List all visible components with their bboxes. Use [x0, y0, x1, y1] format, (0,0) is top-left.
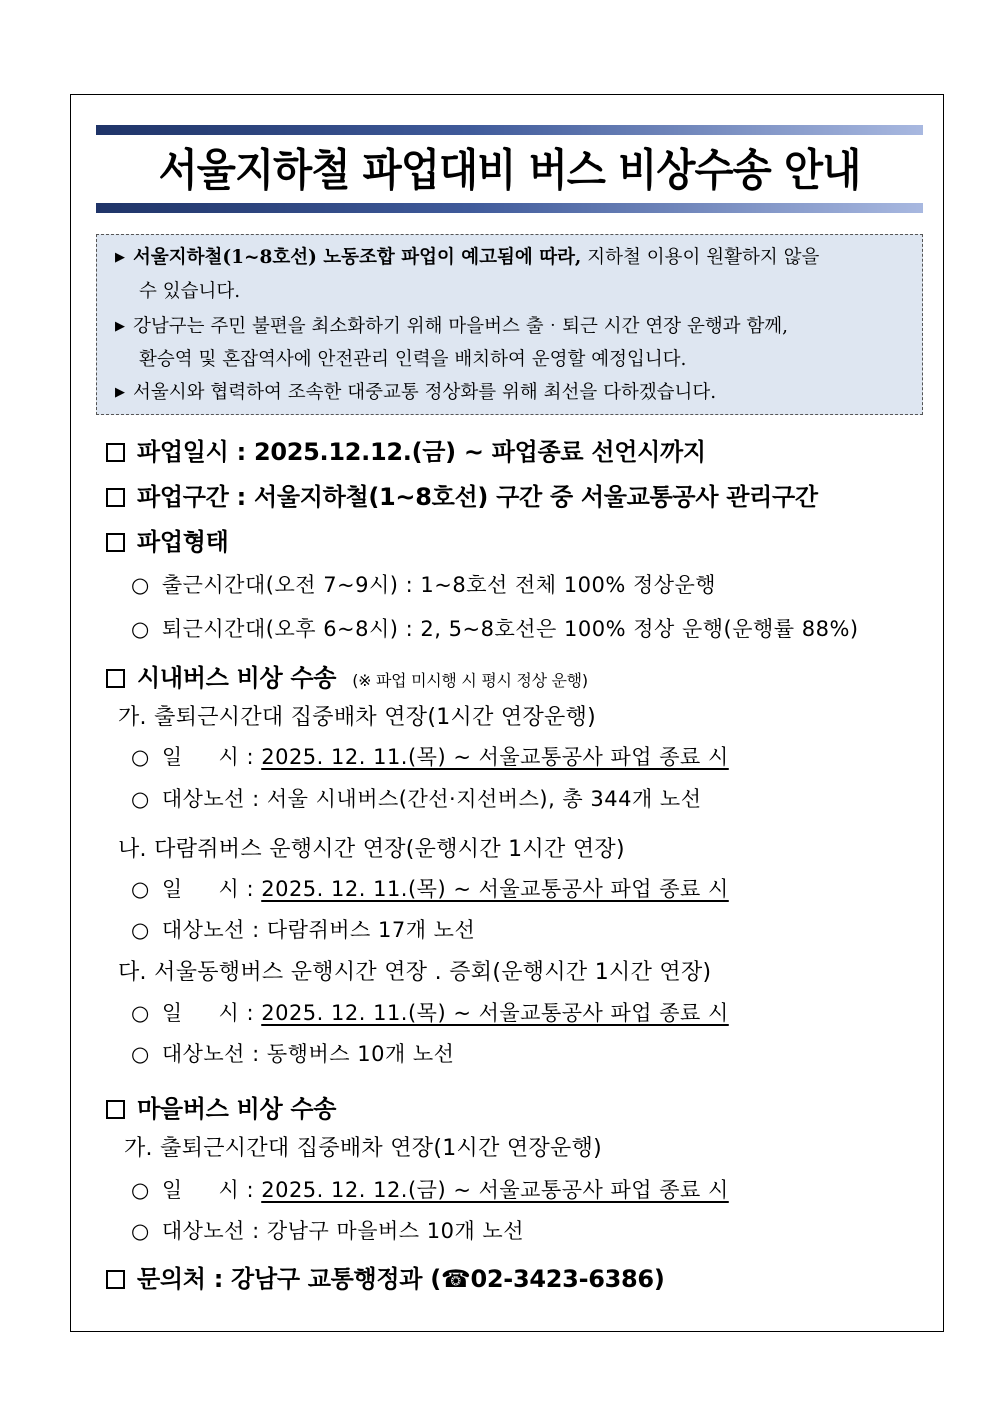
checkbox-square-icon — [106, 669, 125, 688]
circle-bullet-icon: ○ — [131, 1001, 150, 1025]
city-bus-heading: 시내버스 비상 수송 — [137, 664, 337, 692]
page-title: 서울지하철 파업대비 버스 비상수송 안내 — [158, 145, 861, 196]
city-bus-note: (※ 파업 미시행 시 평시 정상 운행) — [352, 671, 588, 690]
date-value: 2025. 12. 11.(목) ~ 서울교통공사 파업 종료 시 — [261, 745, 729, 769]
city-bus-c-date — [131, 997, 729, 1027]
circle-bullet-icon: ○ — [131, 617, 150, 641]
date-value: 2025. 12. 12.(금) ~ 서울교통공사 파업 종료 시 — [261, 1178, 729, 1202]
heading-strike-type — [106, 522, 229, 557]
strike-type-item-2 — [131, 613, 859, 643]
heading-strike-section — [106, 477, 818, 512]
circle-bullet-icon: ○ — [131, 787, 150, 811]
date-value: 2025. 12. 11.(목) ~ 서울교통공사 파업 종료 시 — [261, 877, 729, 901]
date-label: 일 시 : — [161, 745, 255, 769]
date-label: 일 시 : — [161, 877, 255, 901]
circle-bullet-icon: ○ — [131, 1219, 150, 1243]
notice-line-1-cont: 수 있습니다. — [139, 281, 241, 302]
notice-line-1-rest: 지하철 이용이 원활하지 않을 — [581, 247, 820, 268]
notice-line-2 — [115, 310, 915, 344]
checkbox-square-icon — [106, 533, 125, 552]
village-bus-a-title: 가. 출퇴근시간대 집중배차 연장(1시간 연장운행) — [124, 1136, 603, 1161]
city-bus-a-date — [131, 741, 729, 771]
circle-bullet-icon: ○ — [131, 918, 150, 942]
date-label: 일 시 : — [161, 1178, 255, 1202]
notice-line-3-text: 서울시와 협력하여 조속한 대중교통 정상화를 위해 최선을 다하겠습니다. — [133, 382, 717, 403]
arrow-icon: ▶ — [115, 385, 125, 400]
strike-date-text: 파업일시 : 2025.12.12.(금) ~ 파업종료 선언시까지 — [137, 438, 706, 466]
heading-village-bus — [106, 1089, 336, 1124]
checkbox-square-icon — [106, 443, 125, 462]
arrow-icon: ▶ — [115, 319, 125, 334]
notice-line-3 — [115, 376, 915, 410]
strike-type-item-1-text: 출근시간대(오전 7~9시) : 1~8호선 전체 100% 정상운행 — [161, 573, 717, 597]
heading-strike-date — [106, 432, 706, 467]
notice-line-1 — [115, 241, 915, 275]
title-bar-top — [96, 125, 923, 135]
city-bus-b-date — [131, 873, 729, 903]
date-label: 일 시 : — [161, 1001, 255, 1025]
village-bus-a-route — [131, 1215, 524, 1245]
circle-bullet-icon: ○ — [131, 573, 150, 597]
circle-bullet-icon: ○ — [131, 877, 150, 901]
route-text: 대상노선 : 다람쥐버스 17개 노선 — [161, 918, 476, 942]
strike-section-text: 파업구간 : 서울지하철(1~8호선) 구간 중 서울교통공사 관리구간 — [137, 483, 818, 511]
city-bus-c-route — [131, 1038, 454, 1068]
checkbox-square-icon — [106, 1100, 125, 1119]
date-value: 2025. 12. 11.(목) ~ 서울교통공사 파업 종료 시 — [261, 1001, 729, 1025]
heading-city-bus — [106, 658, 588, 693]
circle-bullet-icon: ○ — [131, 1042, 150, 1066]
arrow-icon: ▶ — [115, 250, 125, 265]
checkbox-square-icon — [106, 488, 125, 507]
city-bus-c-title: 다. 서울동행버스 운행시간 연장 . 증회(운행시간 1시간 연장) — [118, 960, 712, 985]
notice-line-2-cont: 환승역 및 혼잡역사에 안전관리 인력을 배치하여 운영할 예정입니다. — [139, 349, 687, 370]
village-bus-heading: 마을버스 비상 수송 — [137, 1095, 337, 1123]
village-bus-a-date — [131, 1174, 729, 1204]
strike-type-item-2-text: 퇴근시간대(오후 6~8시) : 2, 5~8호선은 100% 정상 운행(운행률 88%) — [161, 617, 859, 641]
city-bus-a-route — [131, 783, 702, 813]
title-bar-bottom — [96, 203, 923, 213]
strike-type-item-1 — [131, 569, 716, 599]
city-bus-b-route — [131, 914, 475, 944]
notice-line-1-bold: 서울지하철(1~8호선) 노동조합 파업이 예고됨에 따라, — [133, 247, 582, 268]
contact-text: 문의처 : 강남구 교통행정과 (☎02-3423-6386) — [137, 1265, 665, 1293]
heading-contact — [106, 1259, 665, 1294]
route-text: 대상노선 : 동행버스 10개 노선 — [161, 1042, 455, 1066]
checkbox-square-icon — [106, 1270, 125, 1289]
notice-box — [96, 234, 923, 415]
notice-line-2-text: 강남구는 주민 불편을 최소화하기 위해 마을버스 출‧퇴근 시간 연장 운행과 함께, — [133, 316, 789, 337]
circle-bullet-icon: ○ — [131, 745, 150, 769]
circle-bullet-icon: ○ — [131, 1178, 150, 1202]
city-bus-a-title: 가. 출퇴근시간대 집중배차 연장(1시간 연장운행) — [118, 705, 597, 730]
strike-type-heading: 파업형태 — [137, 528, 229, 556]
route-text: 대상노선 : 강남구 마을버스 10개 노선 — [161, 1219, 525, 1243]
city-bus-b-title: 나. 다람쥐버스 운행시간 연장(운행시간 1시간 연장) — [118, 837, 625, 862]
route-text: 대상노선 : 서울 시내버스(간선·지선버스), 총 344개 노선 — [161, 787, 702, 811]
